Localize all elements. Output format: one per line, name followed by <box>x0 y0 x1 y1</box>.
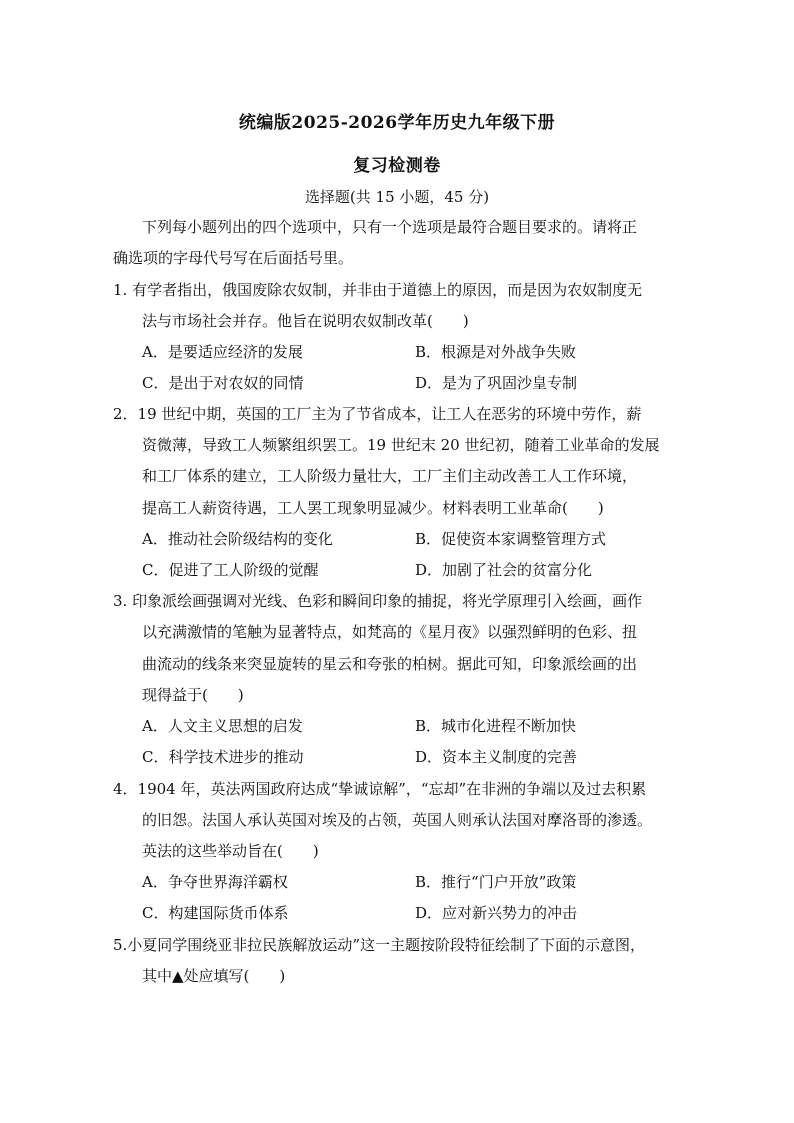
question-4-option-d[interactable]: D．应对新兴势力的冲击 <box>415 904 578 922</box>
question-4-option-a[interactable]: A．争夺世界海洋霸权 <box>142 873 288 891</box>
question-2-option-a[interactable]: A．推动社会阶级结构的变化 <box>142 530 333 548</box>
question-2-option-d[interactable]: D．加剧了社会的贫富分化 <box>415 561 593 579</box>
instruction-line: 下列每小题列出的四个选项中，只有一个选项是最符合题目要求的。请将正 <box>142 218 638 236</box>
question-5-text: 5.小夏同学围绕亚非拉民族解放运动”这一主题按阶段特征绘制了下面的示意图， <box>113 936 645 954</box>
question-4-text: 4．1904 年，英法两国政府达成“挚诚谅解”，“忘却”在非洲的争端以及过去积累 <box>113 780 647 798</box>
question-4-option-c[interactable]: C．构建国际货币体系 <box>142 904 289 922</box>
question-2-option-b[interactable]: B．促使资本家调整管理方式 <box>415 530 607 548</box>
question-1-text: 法与市场社会并存。他旨在说明农奴制改革( ) <box>142 312 469 330</box>
question-5-text: 其中▲处应填写( ) <box>142 967 286 985</box>
question-4-text: 的旧怨。法国人承认英国对埃及的占领，英国人则承认法国对摩洛哥的渗透。 <box>142 811 653 829</box>
exam-title: 统编版2025-2026学年历史九年级下册 <box>238 113 556 133</box>
question-1-option-a[interactable]: A．是要适应经济的发展 <box>142 343 303 361</box>
exam-subtitle: 复习检测卷 <box>353 156 441 176</box>
question-2-option-c[interactable]: C．促进了工人阶级的觉醒 <box>142 561 319 579</box>
question-4-option-b[interactable]: B．推行“门户开放”政策 <box>415 873 577 891</box>
question-2-text: 提高工人薪资待遇，工人罢工现象明显减少。材料表明工业革命( ) <box>142 499 604 517</box>
question-1-option-b[interactable]: B．根源是对外战争失败 <box>415 343 577 361</box>
question-3-text: 以充满激情的笔触为显著特点，如梵高的《星月夜》以强烈鲜明的色彩、扭 <box>142 623 638 641</box>
section-heading: 选择题(共 15 小题，45 分) <box>304 188 490 206</box>
question-3-text: 3. 印象派绘画强调对光线、色彩和瞬间印象的捕捉，将光学原理引入绘画，画作 <box>113 592 643 610</box>
question-3-option-b[interactable]: B．城市化进程不断加快 <box>415 717 577 735</box>
question-1-option-d[interactable]: D．是为了巩固沙皇专制 <box>415 374 578 392</box>
question-3-text: 现得益于( ) <box>142 686 244 704</box>
question-2-text: 资微薄，导致工人频繁组织罢工。19 世纪末 20 世纪初，随着工业革命的发展 <box>142 436 660 454</box>
instruction-line: 确选项的字母代号写在后面括号里。 <box>113 249 354 267</box>
question-1-option-c[interactable]: C．是出于对农奴的同情 <box>142 374 304 392</box>
question-3-option-c[interactable]: C．科学技术进步的推动 <box>142 748 304 766</box>
question-3-text: 曲流动的线条来突显旋转的星云和夸张的柏树。据此可知，印象派绘画的出 <box>142 655 638 673</box>
question-3-option-a[interactable]: A．人文主义思想的启发 <box>142 717 303 735</box>
question-2-text: 2．19 世纪中期，英国的工厂主为了节省成本，让工人在恶劣的环境中劳作，薪 <box>113 405 642 423</box>
question-4-text: 英法的这些举动旨在( ) <box>142 842 319 860</box>
question-3-option-d[interactable]: D．资本主义制度的完善 <box>415 748 578 766</box>
question-2-text: 和工厂体系的建立，工人阶级力量壮大，工厂主们主动改善工人工作环境， <box>142 467 638 485</box>
question-1-text: 1. 有学者指出，俄国废除农奴制，并非由于道德上的原因，而是因为农奴制度无 <box>113 281 643 299</box>
